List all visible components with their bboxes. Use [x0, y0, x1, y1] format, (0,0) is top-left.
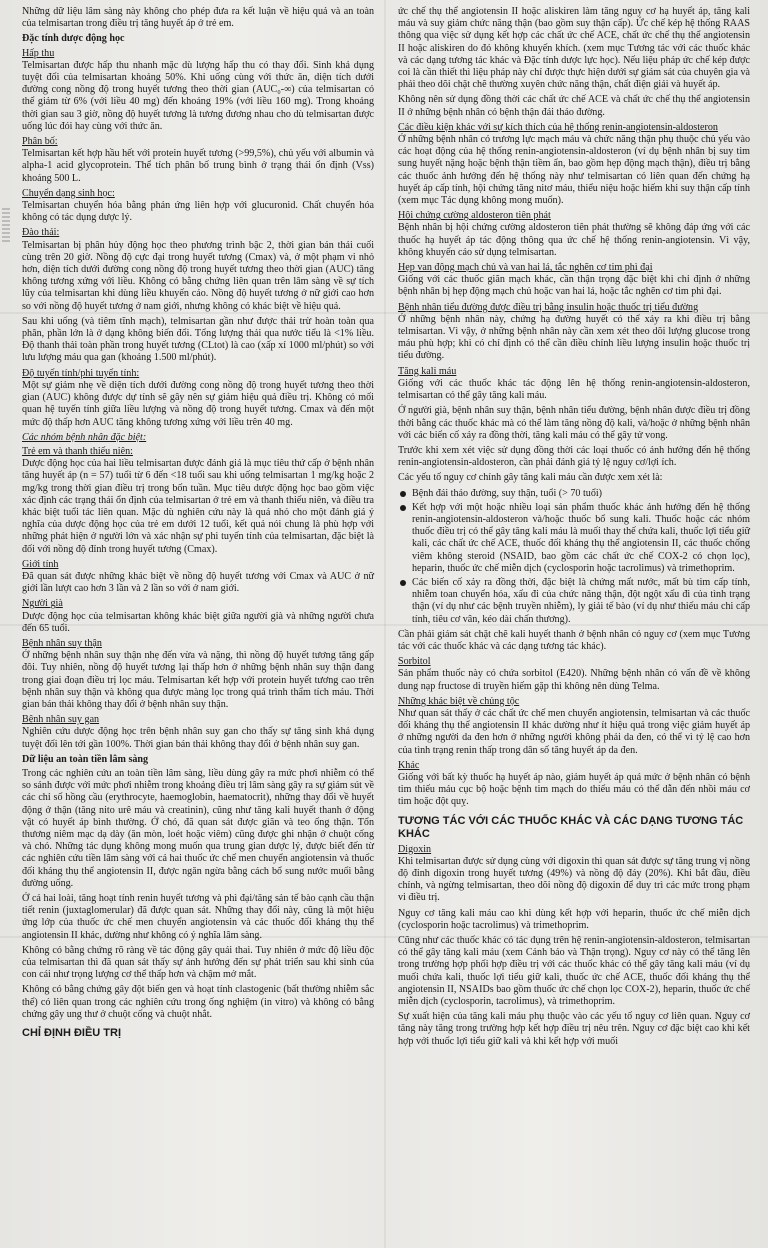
raas-text: Ở những bệnh nhân có trương lực mạch máu và chức năng thận phụ thuộc chủ yếu vào các hoạt động của hệ thống renin-angiotensin-aldosteron (ví dụ bệnh nhân bị suy tim sung huyết nặng hoặc bệnh thận tiềm ẩn, bao gồm hẹp động mạch thận), điều trị bằng các thuốc ảnh hưởng đến hệ thống này như telmisartan có liên quan đến chứng hạ huyết áp cấp tính, hội chứng tăng nitơ máu, thiểu niệu hoặc hiếm khi suy thận cấp tính (xem mục Tác dụng không mong muốn).	[398, 134, 750, 207]
aldosteronism-heading: Hội chứng cường aldosteron tiên phát	[398, 210, 551, 222]
hyperkalemia-text: Trước khi xem xét việc sử dụng đồng thời các loại thuốc có ảnh hưởng đến hệ thống renin-angiotensin-aldosteron, cần phải đánh giá tỷ lệ nguy cơ/lợi ích.	[398, 444, 750, 469]
safety-text: Không có bằng chứng gây đột biến gen và hoạt tính clastogenic (bất thường nhiễm sắc thể) có liên quan trong các nghiên cứu trong ống nghiệm (in vitro) và không có bằng chứng gây ung thư ở chuột cống và chuột nhắt.	[22, 984, 374, 1020]
metabolism-text: Telmisartan chuyển hóa bằng phản ứng liên hợp với glucuronid. Chất chuyển hóa không có tác dụng dược lý.	[22, 200, 374, 224]
absorption-text: Telmisartan được hấp thu nhanh mặc dù lượng hấp thu có thay đổi. Sinh khả dụng tuyệt đối của telmisartan khoảng 50%. Khi uống cùng với thức ăn, diện tích dưới đường cong nồng độ trong huyết tương theo thời gian (AUC₀-∞) của telmisartan có thể giảm từ 6% (với liều 40 mg) đến khoảng 19% (với liều 160 mg). Trong khoảng thời gian sau 3 giờ, nồng độ huyết tương là tương đương nhau cho dù telmisartan được uống lúc đói hay cùng với thức ăn.	[22, 59, 374, 132]
interaction-text: Cũng như các thuốc khác có tác dụng trên hệ renin-angiotensin-aldosteron, telmisartan có thể gây tăng kali máu (xem Cảnh báo và Thận trọng). Nguy cơ này có thể tăng lên trong trường hợp phối hợp điều trị với các thuốc khác có thể gây tăng kali máu (ví dụ muối chứa kali, thuốc lợi tiểu giữ kali, thuốc ức chế ACE, thuốc đối kháng thụ thể angiotensin II, NSAIDs bao gồm thuốc ức chế chọn lọc COX-2), heparin, thuốc ức chế miễn dịch (cyclosporin, tacrolimus), và trimethoprim.	[398, 935, 750, 1008]
absorption-heading: Hấp thu	[22, 47, 55, 59]
right-column	[398, 6, 750, 1051]
children-heading: Trẻ em và thanh thiếu niên:	[22, 445, 133, 457]
bullet-icon	[400, 580, 406, 586]
list-item: Bệnh đái tháo đường, suy thận, tuổi (> 70 tuổi)	[398, 488, 750, 500]
raas-heading: Các điều kiện khác với sự kích thích của hệ thống renin-angiotensin-aldosteron	[398, 121, 718, 133]
risk-factor-list	[398, 488, 750, 626]
elimination-text: Telmisartan bị phân hủy động học theo phương trình bậc 2, thời gian bán thải cuối cùng trên 20 giờ. Nồng độ cực đại trong huyết tương (Cmax) và, ở một phạm vi nhỏ hơn, diện tích dưới đường cong nồng độ trong huyết tương theo thời gian (AUC) tăng không tương xứng với liều. Không có bằng chứng liên quan trên lâm sàng về sự tích lũy của telmisartan khi dùng liều khuyến cáo. Nồng độ huyết tương ở nữ giới cao hơn so với nồng độ huyết tương ở nam giới, nhưng không có khác biệt về hiệu quả.	[22, 239, 374, 312]
left-column	[22, 6, 374, 1043]
hyperkalemia-text: Cần phải giám sát chặt chẽ kali huyết thanh ở bệnh nhân có nguy cơ (xem mục Tương tác với các thuốc khác và các dạng tương tác khác).	[398, 628, 750, 652]
elderly-text: Dược động học của telmisartan không khác biệt giữa người già và những người chưa đến 65 tuổi.	[22, 610, 374, 634]
interaction-text: Sự xuất hiện của tăng kali máu phụ thuộc vào các yếu tố nguy cơ liên quan. Nguy cơ tăng này tăng trong trường hợp kết hợp điều trị nêu trên. Nguy cơ đặc biệt cao khi kết hợp với thuốc lợi tiểu giữ kali và khi kết hợp với muối	[398, 1011, 750, 1047]
safety-text: Ở cả hai loài, tăng hoạt tính renin huyết tương và phì đại/tăng sản tế bào cạnh cầu thận tiết renin (juxtaglomerular) đã được quan sát. Những thay đổi này, cũng là một hiệu ứng lớp của thuốc ức chế men chuyển angiotensin và các thuốc đối kháng thụ thể angiotensin II khác, dường như không có ý nghĩa lâm sàng.	[22, 893, 374, 941]
diabetes-text: Ở những bệnh nhân này, chứng hạ đường huyết có thể xảy ra khi điều trị bằng telmisartan. Vì vậy, ở những bệnh nhân này cần xem xét theo dõi lượng glucose trong máu phù hợp; khi có chỉ định có thể cần điều chỉnh liều lượng insulin hoặc thuốc trị tiểu đường.	[398, 313, 750, 362]
valve-stenosis-heading: Hẹp van động mạch chủ và van hai lá, tắc nghẽn cơ tim phì đại	[398, 262, 653, 274]
pk-heading: Đặc tính dược động học	[22, 33, 125, 45]
distribution-text: Telmisartan kết hợp hầu hết với protein huyết tương (>99,5%), chủ yếu với albumin và alpha-1 acid glycoprotein. Thể tích phân bố trung bình ở trạng thái ổn định (Vss) khoảng 500 L.	[22, 148, 374, 184]
elderly-heading: Người già	[22, 598, 63, 610]
indication-heading: CHỈ ĐỊNH ĐIỀU TRỊ	[22, 1027, 121, 1040]
digoxin-heading: Digoxin	[398, 843, 432, 855]
ethnic-text: Như quan sát thấy ở các chất ức chế men chuyển angiotensin, telmisartan và các thuốc đối kháng thụ thể angiotensin II khác dường như ít hiệu quả trong việc giảm huyết áp ở những người da đen hơn ở những người không phải da đen, có thể vì tỷ lệ cao hơn của tình trạng renin thấp trong dân số tăng huyết áp da đen.	[398, 707, 750, 756]
sorbitol-heading: Sorbitol	[398, 656, 431, 668]
ace-arb-warning-text: Không nên sử dụng đồng thời các chất ức chế ACE và chất ức chế thụ thể angiotensin II ở những bệnh nhân có bệnh thận đái tháo đường.	[398, 94, 750, 118]
sorbitol-text: Sản phẩm thuốc này có chứa sorbitol (E420). Những bệnh nhân có vấn đề về không dung nạp fructose di truyền hiếm gặp thì không nên dùng Telma.	[398, 668, 750, 692]
safety-heading: Dữ liệu an toàn tiền lâm sàng	[22, 753, 149, 765]
renal-heading: Bệnh nhân suy thận	[22, 637, 102, 649]
renal-text: Ở những bệnh nhân suy thận nhẹ đến vừa và nặng, thì nồng độ huyết tương tăng gấp đôi. Tuy nhiên, nồng độ huyết tương lại thấp hơn ở những bệnh nhân suy thận đang trong giai đoạn điều trị lọc máu. Telmisartan kết hợp với protein huyết tương cao trên bệnh nhân suy thận và không qua được màng lọc trong quá trình thẩm tích máu. Thời gian bán thải không thay đổi ở bệnh nhân suy thận.	[22, 650, 374, 710]
aldosteronism-text: Bệnh nhân bị hội chứng cường aldosteron tiên phát thường sẽ không đáp ứng với các thuốc hạ huyết áp tác động thông qua ức chế hệ thống renin-angiotensin. Vì vậy, không khuyến cáo sử dụng telmisartan.	[398, 222, 750, 258]
valve-stenosis-text: Giống với các thuốc giãn mạch khác, cần thận trọng đặc biệt khi chỉ định ở những bệnh nhân bị hẹp động mạch chủ hoặc van hai lá, hoặc tắc nghẽn cơ tim phì đại.	[398, 274, 750, 298]
hyperkalemia-text: Giống với các thuốc khác tác động lên hệ thống renin-angiotensin-aldosteron, telmisartan có thể gây tăng kali máu.	[398, 377, 750, 402]
list-item: Kết hợp với một hoặc nhiều loại sản phẩm thuốc khác ảnh hưởng đến hệ thống renin-angiotensin-aldosteron và/hoặc thuốc bổ sung kali. Thuốc hoặc các nhóm thuốc điều trị có thể gây tăng kali máu là muối thay thế chứa kali, thuốc lợi tiểu giữ kali, các chất ức chế ACE, thuốc đối kháng thụ thể angiotensin II, các thuốc chống viêm không steroid (NSAID, bao gồm các chất ức chế COX-2 có chọn lọc), heparin, thuốc ức chế miễn dịch (cyclosporin hoặc tacrolimus) và trimethoprim.	[398, 502, 750, 575]
hyperkalemia-heading: Tăng kali máu	[398, 365, 457, 377]
list-item: Các biến cố xảy ra đồng thời, đặc biệt là chứng mất nước, mất bù tim cấp tính, nhiễm toan chuyển hóa, xấu đi của chức năng thận, đột ngột xấu đi của tình trạng thận (ví dụ như các bệnh truyền nhiễm), ly giải tế bào (ví dụ như thiếu máu chi cấp tính, tiêu cơ vân, kéo dài chấn thương).	[398, 577, 750, 626]
hepatic-heading: Bệnh nhân suy gan	[22, 714, 100, 726]
ethnic-heading: Những khác biệt về chủng tộc	[398, 695, 520, 707]
bullet-icon	[400, 491, 406, 497]
children-text: Dược động học của hai liều telmisartan được đánh giá là mục tiêu thứ cấp ở bệnh nhân tăng huyết áp (n = 57) tuổi từ 6 đến <18 tuổi sau khi uống telmisartan 1 mg/kg hoặc 2 mg/kg trong thời gian điều trị trong bốn tuần. Mục tiêu dược động học bao gồm việc xác định các trạng thái ổn định của telmisartan ở trẻ em và thanh thiếu niên, và điều tra khác biệt tuổi tác liên quan. Mặc dù nghiên cứu này là quá nhỏ cho một đánh giá ý nghĩa của dược động học của trẻ em dưới 12 tuổi, kết quả nói chung là phù hợp với những phát hiện ở người lớn và xác nhận sự phi tuyến tính của telmisartan, đặc biệt là đối với nồng độ đỉnh trong huyết tương (Cmax).	[22, 458, 374, 555]
intro-paragraph: Những dữ liệu lâm sàng này không cho phép đưa ra kết luận về hiệu quả và an toàn của telmisartan trong điều trị tăng huyết áp ở trẻ em.	[22, 6, 374, 30]
other-text: Giống với bất kỳ thuốc hạ huyết áp nào, giảm huyết áp quá mức ở bệnh nhân có bệnh tim thiếu máu cục bộ hoặc bệnh tim mạch do thiếu máu có thể dẫn đến nhồi máu cơ tim hoặc đột quỵ.	[398, 771, 750, 808]
hyperkalemia-text: Ở người già, bệnh nhân suy thận, bệnh nhân tiểu đường, bệnh nhân được điều trị đồng thời bằng các thuốc khác mà có thể làm tăng nồng độ kali, và/hoặc ở những bệnh nhân với các biến cố xảy ra đồng thời, tăng kali máu có thể gây tử vong.	[398, 405, 750, 441]
elimination-text: Sau khi uống (và tiêm tĩnh mạch), telmisartan gần như được thải trừ hoàn toàn qua phân, phần lớn là ở dạng không biến đổi. Tổng lượng thải qua nước tiểu là <1% liều. Độ thanh thải toàn phần trong huyết tương (CLtot) là cao (xấp xỉ 1000 ml/phút) so với lưu lượng máu qua gan (khoảng 1.500 ml/phút).	[22, 315, 374, 364]
metabolism-heading: Chuyển dạng sinh học:	[22, 187, 115, 199]
diabetes-heading: Bệnh nhân tiểu đường được điều trị bằng insulin hoặc thuốc trị tiểu đường	[398, 301, 699, 313]
linearity-text: Một sự giảm nhẹ về diện tích dưới đường cong nồng độ trong huyết tương theo thời gian (AUC) không được dự tính sẽ gây nên sự giảm hiệu quả điều trị. Không có mối quan hệ tuyến tính giữa liều lượng và nồng độ trong huyết tương. Cmax và đến một mức độ thấp hơn AUC tăng không tương xứng với liều trên 40 mg.	[22, 379, 374, 428]
elimination-heading: Đào thải:	[22, 227, 60, 239]
interaction-text: Nguy cơ tăng kali máu cao khi dùng kết hợp với heparin, thuốc ức chế miễn dịch (cyclosporin hoặc tacrolimus) và trimethoprim.	[398, 907, 750, 931]
raas-dual-blockade-text: ức chế thụ thể angiotensin II hoặc aliskiren làm tăng nguy cơ hạ huyết áp, tăng kali máu và suy giảm chức năng thận (bao gồm suy thận cấp). Ức chế kép hệ thống RAAS thông qua việc sử dụng kết hợp các chất ức chế ACE, chất ức chế thụ thể angiotensin II hoặc aliskiren do đó không khuyến khích. (xem mục Tương tác với các thuốc khác và các dạng tương tác khác và Đặc tính dược lực học). Nếu liệu pháp ức chế kép được coi là cần thiết thì liệu pháp này chỉ được thực hiện dưới sự giám sát của chuyên gia và phải theo dõi chặt chẽ thường xuyên chức năng thận, chất điện giải và huyết áp.	[398, 6, 750, 91]
safety-text: Trong các nghiên cứu an toàn tiền lâm sàng, liều dùng gây ra mức phơi nhiễm có thể so sánh được với mức phơi nhiễm trong khoảng điều trị lâm sàng gây ra sự giảm sút về các chỉ số hồng cầu (erythrocyte, haemoglobin, haematocrit), những thay đổi về huyết động ở thận (tăng nito urê máu và creatinin), cũng như tăng kali huyết thanh ở động vật có huyết áp bình thường. Ở chó, đã quan sát được giãn và teo ống thận. Tổn thương niêm mạc dạ dày (ăn mòn, loét hoặc viêm) cũng được ghi nhận ở chuột cống và chó. Những tác dụng không mong muốn qua trung gian dược lý, được biết đến từ các nghiên cứu tiền lâm sàng với cả hai thuốc ức chế men chuyển angiotensin và thuốc đối kháng thụ thể angiotensin II, được ngăn ngừa bằng cách bổ sung nước muối bằng đường uống.	[22, 767, 374, 889]
distribution-heading: Phân bố:	[22, 136, 58, 148]
gender-text: Đã quan sát được những khác biệt về nồng độ huyết tương với Cmax và AUC ở nữ giới lần lượt cao hơn 3 lần và 2 lần so với ở nam giới.	[22, 570, 374, 595]
safety-text: Không có bằng chứng rõ ràng về tác động gây quái thai. Tuy nhiên ở mức độ liều độc của telmisartan thì đã quan sát thấy sự ảnh hưởng đến sự phát triển sau khi sinh của con cái như trọng lượng cơ thể thấp hơn và chậm mở mắt.	[22, 944, 374, 981]
registration-mark	[2, 208, 10, 242]
hepatic-text: Nghiên cứu dược động học trên bệnh nhân suy gan cho thấy sự tăng sinh khả dụng tuyệt đối lên tới gần 100%. Thời gian bán thải không thay đổi ở bệnh nhân suy gan.	[22, 726, 374, 750]
linearity-heading: Độ tuyến tính/phi tuyến tính:	[22, 367, 140, 379]
special-groups-heading: Các nhóm bệnh nhân đặc biệt:	[22, 431, 147, 443]
bullet-icon	[400, 505, 406, 511]
interactions-heading: TƯƠNG TÁC VỚI CÁC THUỐC KHÁC VÀ CÁC DẠNG TƯƠNG TÁC KHÁC	[398, 814, 744, 840]
gender-heading: Giới tính	[22, 558, 59, 570]
digoxin-text: Khi telmisartan được sử dụng cùng với digoxin thì quan sát được sự tăng trung vị nồng độ đỉnh digoxin trong huyết tương (49%) và nồng độ đáy (20%). Khi bắt đầu, điều chỉnh, và ngừng telmisartan, theo dõi nồng độ digoxin để duy trì các mức trong phạm vi điều trị.	[398, 855, 750, 904]
hyperkalemia-text: Các yếu tố nguy cơ chính gây tăng kali máu cần được xem xét là:	[398, 472, 663, 484]
other-heading: Khác	[398, 759, 420, 771]
